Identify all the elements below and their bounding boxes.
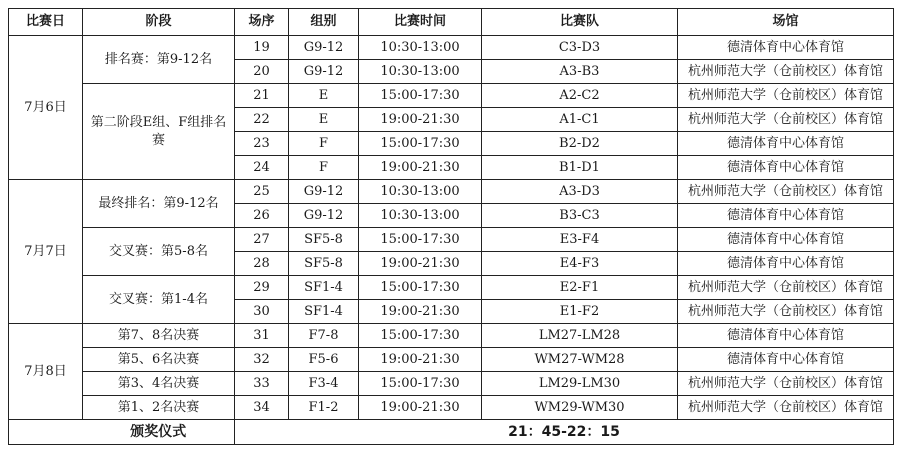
match-teams: B1-D1 [482, 156, 678, 180]
match-group: F [289, 156, 359, 180]
match-venue: 德清体育中心体育馆 [678, 204, 894, 228]
match-number: 28 [235, 252, 289, 276]
match-group: F5-6 [289, 348, 359, 372]
match-group: G9-12 [289, 36, 359, 60]
ceremony-time: 21：45-22：15 [235, 420, 894, 445]
match-time: 15:00-17:30 [359, 276, 482, 300]
table-row [9, 324, 894, 348]
match-number: 20 [235, 60, 289, 84]
table-row [9, 84, 894, 108]
header-venue: 场馆 [678, 9, 894, 36]
match-teams: LM27-LM28 [482, 324, 678, 348]
match-teams: E2-F1 [482, 276, 678, 300]
match-venue: 杭州师范大学（仓前校区）体育馆 [678, 396, 894, 420]
match-venue: 德清体育中心体育馆 [678, 252, 894, 276]
match-time: 15:00-17:30 [359, 132, 482, 156]
match-group: F3-4 [289, 372, 359, 396]
match-group: SF5-8 [289, 228, 359, 252]
header-row [9, 9, 894, 36]
match-time: 19:00-21:30 [359, 396, 482, 420]
stage-name: 第二阶段E组、F组排名赛 [83, 84, 235, 180]
match-time: 19:00-21:30 [359, 156, 482, 180]
match-venue: 德清体育中心体育馆 [678, 132, 894, 156]
match-venue: 杭州师范大学（仓前校区）体育馆 [678, 276, 894, 300]
match-number: 25 [235, 180, 289, 204]
schedule-table [8, 8, 894, 445]
stage-name: 交叉赛：第1-4名 [83, 276, 235, 324]
match-number: 22 [235, 108, 289, 132]
match-number: 32 [235, 348, 289, 372]
match-teams: A2-C2 [482, 84, 678, 108]
match-venue: 德清体育中心体育馆 [678, 348, 894, 372]
match-group: E [289, 108, 359, 132]
header-match-no: 场序 [235, 9, 289, 36]
match-group: SF1-4 [289, 276, 359, 300]
match-number: 27 [235, 228, 289, 252]
match-number: 33 [235, 372, 289, 396]
stage-name: 第3、4名决赛 [83, 372, 235, 396]
match-time: 10:30-13:00 [359, 180, 482, 204]
ceremony-label: 颁奖仪式 [83, 420, 235, 445]
match-group: E [289, 84, 359, 108]
match-date: 7月8日 [9, 324, 83, 420]
match-group: F1-2 [289, 396, 359, 420]
match-venue: 杭州师范大学（仓前校区）体育馆 [678, 300, 894, 324]
match-venue: 德清体育中心体育馆 [678, 36, 894, 60]
header-stage: 阶段 [83, 9, 235, 36]
match-time: 15:00-17:30 [359, 228, 482, 252]
match-group: F [289, 132, 359, 156]
match-time: 10:30-13:00 [359, 60, 482, 84]
match-teams: A3-D3 [482, 180, 678, 204]
match-group: SF5-8 [289, 252, 359, 276]
stage-name: 第5、6名决赛 [83, 348, 235, 372]
stage-name: 第7、8名决赛 [83, 324, 235, 348]
match-venue: 杭州师范大学（仓前校区）体育馆 [678, 180, 894, 204]
match-venue: 德清体育中心体育馆 [678, 156, 894, 180]
match-number: 26 [235, 204, 289, 228]
match-group: SF1-4 [289, 300, 359, 324]
match-venue: 杭州师范大学（仓前校区）体育馆 [678, 108, 894, 132]
header-time: 比赛时间 [359, 9, 482, 36]
match-teams: WM29-WM30 [482, 396, 678, 420]
match-group: G9-12 [289, 60, 359, 84]
header-group: 组别 [289, 9, 359, 36]
match-teams: E3-F4 [482, 228, 678, 252]
match-time: 19:00-21:30 [359, 348, 482, 372]
table-row [9, 276, 894, 300]
match-time: 15:00-17:30 [359, 84, 482, 108]
match-time: 10:30-13:00 [359, 36, 482, 60]
schedule-body [9, 36, 894, 445]
match-teams: LM29-LM30 [482, 372, 678, 396]
match-teams: E1-F2 [482, 300, 678, 324]
match-time: 19:00-21:30 [359, 108, 482, 132]
match-number: 34 [235, 396, 289, 420]
match-number: 19 [235, 36, 289, 60]
match-number: 21 [235, 84, 289, 108]
match-teams: B3-C3 [482, 204, 678, 228]
match-number: 24 [235, 156, 289, 180]
match-teams: E4-F3 [482, 252, 678, 276]
match-teams: WM27-WM28 [482, 348, 678, 372]
stage-name: 排名赛：第9-12名 [83, 36, 235, 84]
table-row [9, 36, 894, 60]
match-group: G9-12 [289, 204, 359, 228]
stage-name: 第1、2名决赛 [83, 396, 235, 420]
match-group: F7-8 [289, 324, 359, 348]
match-teams: A1-C1 [482, 108, 678, 132]
match-teams: B2-D2 [482, 132, 678, 156]
header-teams: 比赛队 [482, 9, 678, 36]
stage-name: 交叉赛：第5-8名 [83, 228, 235, 276]
match-time: 10:30-13:00 [359, 204, 482, 228]
match-number: 29 [235, 276, 289, 300]
match-date: 7月7日 [9, 180, 83, 324]
table-row [9, 348, 894, 372]
match-venue: 德清体育中心体育馆 [678, 228, 894, 252]
match-venue: 杭州师范大学（仓前校区）体育馆 [678, 372, 894, 396]
schedule-sheet [8, 8, 893, 463]
match-venue: 杭州师范大学（仓前校区）体育馆 [678, 84, 894, 108]
table-row [9, 180, 894, 204]
match-venue: 德清体育中心体育馆 [678, 324, 894, 348]
match-number: 30 [235, 300, 289, 324]
match-group: G9-12 [289, 180, 359, 204]
table-row [9, 372, 894, 396]
table-row [9, 396, 894, 420]
match-time: 15:00-17:30 [359, 324, 482, 348]
header-date: 比赛日 [9, 9, 83, 36]
stage-name: 最终排名：第9-12名 [83, 180, 235, 228]
match-time: 19:00-21:30 [359, 252, 482, 276]
table-row [9, 228, 894, 252]
match-teams: C3-D3 [482, 36, 678, 60]
match-venue: 杭州师范大学（仓前校区）体育馆 [678, 60, 894, 84]
match-number: 31 [235, 324, 289, 348]
match-date: 7月6日 [9, 36, 83, 180]
match-number: 23 [235, 132, 289, 156]
match-time: 15:00-17:30 [359, 372, 482, 396]
ceremony-row [9, 420, 894, 445]
match-time: 19:00-21:30 [359, 300, 482, 324]
ceremony-blank-cell [9, 420, 83, 445]
match-teams: A3-B3 [482, 60, 678, 84]
